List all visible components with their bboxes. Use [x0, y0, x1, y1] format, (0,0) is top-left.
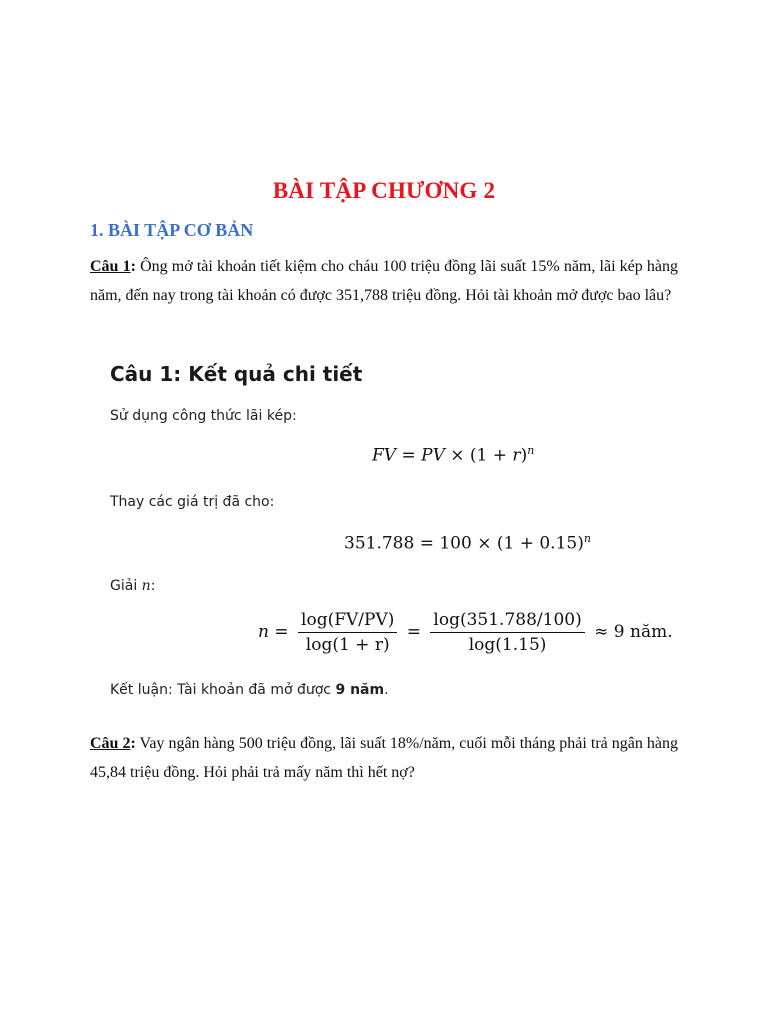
- question-2-label: Câu 2: [90, 735, 131, 752]
- formula-1-r: r: [512, 445, 521, 466]
- fraction-values: [430, 610, 584, 655]
- formula-compound-interest: [372, 444, 534, 466]
- section-heading: 1. BÀI TẬP CƠ BẢN: [90, 220, 254, 240]
- fraction-values-numerator: log(351.788/100): [433, 610, 582, 630]
- fraction-general: [298, 610, 397, 655]
- question-1-text: Ông mở tài khoản tiết kiệm cho cháu 100 triệu đồng lãi suất 15% năm, lãi kép hàng năm, đến nay trong tài khoản có được 351,788 triệu đồng. Hỏi tài khoản mở được bao lâu?: [90, 258, 679, 304]
- solution-step-1: Sử dụng công thức lãi kép:: [110, 408, 297, 424]
- formula-1-times: × (1 +: [444, 445, 513, 466]
- formula-3-n: n: [258, 622, 269, 642]
- solution-step-3: [110, 578, 155, 594]
- formula-1-fv: FV: [372, 445, 397, 466]
- conclusion-suffix: .: [384, 682, 389, 698]
- question-1-label: Câu 1: [90, 258, 131, 275]
- conclusion-prefix: Kết luận: Tài khoản đã mở được: [110, 682, 336, 698]
- formula-3-approx: ≈ 9 năm.: [588, 622, 673, 642]
- solution-conclusion: [110, 682, 389, 698]
- formula-1-close: ): [520, 445, 528, 466]
- formula-solve-n: [258, 610, 673, 655]
- formula-1-pv: PV: [421, 445, 445, 466]
- formula-1-eq: =: [396, 445, 422, 466]
- solution-image: [110, 360, 690, 710]
- fraction-general-denominator: log(1 + r): [298, 632, 397, 655]
- formula-1-exponent: n: [527, 444, 535, 457]
- solution-step-2: Thay các giá trị đã cho:: [110, 494, 275, 510]
- question-2: [90, 729, 678, 787]
- fraction-values-denominator: log(1.15): [430, 632, 584, 655]
- conclusion-value: 9 năm: [335, 682, 385, 698]
- formula-3-eq: =: [268, 622, 295, 642]
- solution-step-3-var: n: [141, 578, 151, 594]
- formula-substituted: [344, 532, 591, 554]
- solution-step-3-suffix: :: [150, 578, 156, 594]
- formula-2-exponent: n: [583, 532, 591, 545]
- solution-title: Câu 1: Kết quả chi tiết: [110, 362, 363, 386]
- question-1: [90, 252, 678, 310]
- question-2-colon: :: [130, 735, 136, 752]
- formula-2-text: 351.788 = 100 × (1 + 0.15): [344, 533, 584, 554]
- formula-3-eq2: =: [401, 622, 427, 642]
- question-2-text: Vay ngân hàng 500 triệu đồng, lãi suất 18%/năm, cuối mỗi tháng phải trả ngân hàng 45,84 triệu đồng. Hỏi phải trả mấy năm thì hết nợ?: [90, 735, 679, 781]
- document-title: BÀI TẬP CHƯƠNG 2: [272, 178, 496, 203]
- solution-step-3-prefix: Giải: [110, 578, 142, 594]
- fraction-general-numerator: log(FV/PV): [301, 610, 395, 630]
- question-1-colon: :: [130, 258, 136, 275]
